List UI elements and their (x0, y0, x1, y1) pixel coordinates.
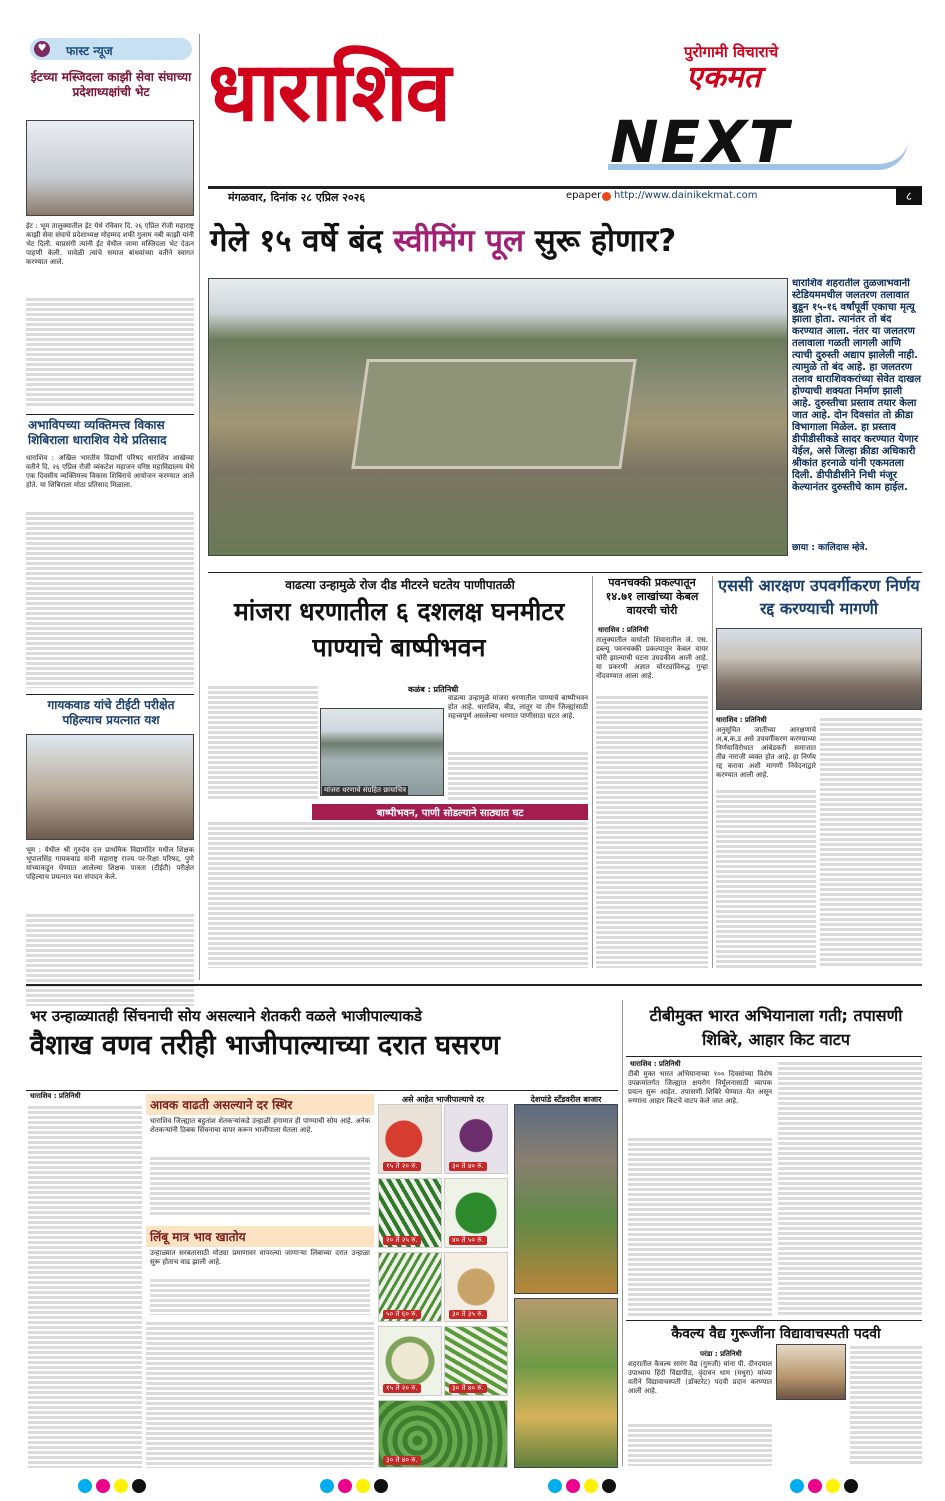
column-rule (622, 1000, 623, 1466)
veg-box2-body: उन्हाळ्यात सरबतासाठी मोठ्या प्रमाणावर वापरल्या जाणाऱ्या लिंबाच्या दरात उन्हाळा सुरू होताच वाढ झाली आहे. (150, 1249, 370, 1266)
market-title: देशपांडे स्टँडवरील बाजार (530, 1095, 602, 1104)
sidebar-story1-photo (26, 120, 194, 216)
column-rule (712, 576, 713, 968)
sc-photo (716, 628, 922, 710)
manjara-col1-lines (208, 684, 318, 800)
tb-col1-continued (628, 1136, 772, 1316)
veg-prices-title: असे आहेत भाजीपाल्याचे दर (401, 1095, 485, 1104)
tb-byline: धाराशिव : प्रतिनिधी (630, 1060, 681, 1068)
dateline-rule (208, 186, 922, 189)
globe-icon (602, 192, 611, 201)
sidebar-story2-body: धाराशिव : अखिल भारतीय विद्यार्थी परिषद धाराशिव शाखेच्या वतीने दि. २६ एप्रिल रोजी व्यंकटेश महाजन वरिष्ठ महाविद्यालय येथे एक दिवसीय व्यक्तिमत्त्व विकास शिबिराचे आयोजन करण्यात आले होते. या शिबिराला मोठा प्रतिसाद मिळाला. (26, 454, 194, 489)
market-photo-top (514, 1104, 618, 1294)
heart-icon: ♥ (34, 41, 50, 57)
manjara-kicker: वाढत्या उन्हामुळे रोज दीड मीटरने घटतेय पाणीपातळी (285, 578, 515, 592)
sidebar-story1-continued (26, 296, 194, 408)
veg-item-potato (444, 1252, 508, 1322)
pawan-continued (596, 694, 708, 968)
reg-black (602, 1479, 616, 1493)
reg-black (844, 1479, 858, 1493)
reg-magenta (566, 1479, 580, 1493)
divider (626, 1320, 922, 1321)
divider (26, 1090, 618, 1091)
sc-headline: एससी आरक्षण उपवर्गीकरण निर्णय रद्द करण्याची मागणी (718, 576, 920, 618)
sc-continued (716, 788, 816, 968)
kaivalya-headline: कैवल्य वैद्य गुरूजींना विद्यावाचस्पती पदवी (671, 1326, 881, 1342)
reg-yellow (584, 1479, 598, 1493)
veg-item-beans (378, 1252, 442, 1322)
reg-yellow (356, 1479, 370, 1493)
veg-byline: धाराशिव : प्रतिनिधी (30, 1092, 81, 1100)
kaivalya-body: शहरातील कैवल्य सारंग वैद्य (गुरुजी) यांना पी. दीनदयाल उपाध्याय हिंदी विद्यापीठ, वृंदावन धाम (मथुरा) यांच्या वतीने विद्यावाचस्पती (डॉक्टरेट) पदवी प्रदान करण्यात आली आहे. (628, 1360, 772, 1395)
manjara-headline: मांजरा धरणातील ६ दशलक्ष घनमीटर पाण्याचे बाष्पीभवन (233, 597, 565, 662)
brand-tagline: पुरोगामी विचाराचे (684, 43, 779, 61)
column-rule (199, 34, 200, 980)
veg-kicker: भर उन्हाळ्यातही सिंचनाची सोय असल्याने शेतकरी वळले भाजीपाल्याकडे (30, 1007, 422, 1025)
price-tag: ५० ते ६० रु. (383, 1310, 421, 1319)
sidebar-story2-continued (26, 510, 194, 688)
column-rule (592, 576, 593, 968)
pool-water (351, 359, 636, 469)
reg-cyan (790, 1479, 804, 1493)
next-logo-swoosh (608, 108, 908, 176)
pawan-body: तालुक्यातील वाघोली शिवारातील जे. एस. डब्ल्यू पवनचक्की प्रकल्पातून केबल वायर चोरी झाल्याची घटना उघडकीस आली आहे. या प्रकरणी अज्ञात चोरट्यांविरुद्ध गुन्हा नोंदवण्यात आला आहे. (596, 636, 708, 680)
reg-black (374, 1479, 388, 1493)
kaivalya-col2 (850, 1344, 922, 1466)
sidebar-story3-body: भूम : येथील श्री गुरुदेव दत्त प्राथमिक विद्यामंदिर मधील शिक्षक भूपालसिंह गायकवाड यांनी महाराष्ट्र राज्य पर-रिक्षा परिषद, पुणे यांच्याकडून घेण्यात आलेल्या शिक्षक पात्रता (टीईटी) परीक्षेत पहिल्याच प्रयत्नात यश संपादन केले. (26, 846, 194, 881)
next-logo (602, 110, 920, 174)
sc-col2 (820, 716, 922, 968)
price-tag: १५ ते २० रु. (383, 1384, 421, 1393)
veg-box1 (146, 1094, 374, 1222)
reg-yellow (114, 1479, 128, 1493)
sidebar-story3-continued (26, 912, 194, 1006)
veg-col1 (28, 1104, 142, 1468)
registration-marks (0, 1476, 945, 1496)
sidebar-story1-body: ईट : भूम तालुक्यातील ईट येथे रविवार दि. २६ एप्रिल रोजी महाराष्ट्र काझी सेवा संघाचे प्रदेशाध्यक्ष मोहम्मद शफी गुलाम नबी काझी यांनी भेट दिली. याप्रसंगी त्यांनी ईट येथील जामा मस्जिदला भेट देऊन पाहणी केली. यावेळी त्यांचे समाज बांधवांच्या वतीने स्वागत करण्यात आले. (26, 222, 194, 266)
manjara-photo-caption: मांजरा धरणाचे संग्रहित छायाचित्र (324, 786, 406, 794)
veg-lower-text (146, 1320, 374, 1468)
manjara-col1 (208, 684, 318, 800)
sidebar-story3-headline: गायकवाड यांचे टीईटी परीक्षेत पहिल्याच प्रयत्नात यश (47, 698, 175, 727)
pawan-byline: धाराशिव : प्रतिनिधी (598, 626, 649, 634)
veg-item-capsicum (444, 1178, 508, 1248)
reg-magenta (338, 1479, 352, 1493)
lead-side-text: धाराशिव शहरातील तुळजाभवानी स्टेडियममधील जलतरण तलावात बुडून १५-१६ वर्षांपूर्वी एकाचा मृत्यू झाला होता. त्यानंतर तो बंद करण्यात आला. नंतर या जलतरण तलावाला गळती लागली आणि त्याची दुरुस्ती अद्याप झालेली नाही. त्यामुळे तो बंद आहे. हा जलतरण तलाव धाराशिवकरांच्या सेवेत दाखल होण्याची शक्यता निर्माण झाली आहे. दुरुस्तीचा प्रस्ताव तयार केला जात आहे. दोन दिवसांत तो क्रीडा विभागाला मिळेल. हा प्रस्ताव डीपीडीसीकडे सादर करण्यात येणार येईल, असे जिल्हा क्रीडा अधिकारी श्रीकांत हरनाळे यांनी एकमतला दिली. डीपीडीसीने निधी मंजूर केल्यानंतर दुरुस्तीचे काम हाईल. (792, 278, 922, 493)
tb-body: टीबी मुक्त भारत अभियानाच्या १०० दिवसांच्या विशेष उपक्रमांतर्गत जिल्ह्यात क्षयरोग निर्मूलनासाठी व्यापक प्रयत्न सुरू आहेत. तपासणी शिबिरे घेण्यात येत असून रुग्णांना आहार किटचे वाटप केले जात आहे. (628, 1070, 772, 1105)
price-tag: १५ ते २० रु. (383, 1162, 421, 1171)
manjara-dam-photo (320, 708, 444, 796)
price-tag: ३० ते ४० रु. (449, 1384, 487, 1393)
price-tag: ३० ते ३५ रु. (449, 1310, 487, 1319)
market-photo-bottom (514, 1298, 618, 1468)
divider (26, 984, 922, 986)
tb-col2 (778, 1060, 922, 1316)
pawan-headline: पवनचक्की प्रकल्पातून १४.७१ लाखांच्या केबल वायरची चोरी (605, 576, 699, 617)
reg-black (132, 1479, 146, 1493)
lead-headline-highlight: स्वीमिंग पूल (393, 223, 524, 259)
veg-item-brinjal (444, 1104, 508, 1174)
lead-headline (210, 218, 922, 264)
price-tag: २० ते २५ रु. (383, 1236, 421, 1245)
epaper-label: epaper (566, 190, 602, 201)
masthead-title: धाराशिव (208, 44, 450, 140)
kaivalya-continued (628, 1422, 772, 1466)
veg-item-tomato (378, 1104, 442, 1174)
manjara-body: वाढत्या उन्हामुळे मांजरा धरणातील पाण्याचे बाष्पीभवन होत आहे. धाराशिव, बीड, लातूर या तीन जिल्ह्यांसाठी महत्त्वपूर्ण असलेल्या धरणात पाणीसाठा घटत आहे. (448, 694, 588, 720)
price-tag: ३० ते ४० रु. (383, 1456, 421, 1465)
divider (626, 1056, 922, 1057)
dateline: मंगळवार, दिनांक २८ एप्रिल २०२६ (228, 191, 366, 204)
veg-box1-body: धाराशिव जिल्ह्यात बहुतांश शेतकऱ्यांकडे उन्हाळी हंगामात ही पाण्याची सोय आहे. अनेक शेतकऱ्यांनी ठिबक सिंचनाचा वापर करून भाजीपाला घेतला आहे. (150, 1117, 370, 1134)
tb-headline: टीबीमुक्त भारत अभियानाला गती; तपासणी शिबिरे, आहार किट वाटप (649, 1006, 903, 1049)
website-url[interactable]: http://www.dainikekmat.com (614, 190, 758, 201)
divider (26, 414, 194, 415)
fast-news-tag (30, 38, 192, 60)
veg-box1-title: आवक वाढती असल्याने दर स्थिर (146, 1094, 374, 1115)
manjara-body-continued (448, 750, 588, 800)
price-tag: ४० ते ५० रु. (449, 1236, 487, 1245)
lead-photo-credit: छाया : कालिदास म्हेत्रे. (792, 543, 868, 553)
veg-item-leafy (378, 1400, 508, 1468)
manjara-subheading: बाष्पीभवन, पाणी सोडल्याने साठ्यात घट (312, 804, 588, 820)
veg-price-grid (378, 1104, 510, 1468)
next-logo-text: NEXT (610, 108, 791, 176)
lead-headline-pre: गेले १५ वर्षे बंद (210, 223, 383, 259)
sidebar-story1-headline: ईटच्या मस्जिदला काझी सेवा संघाच्या प्रदेशाध्यक्षांची भेट (30, 70, 192, 99)
fast-news-label: फास्ट न्यूज (66, 44, 113, 58)
veg-box2 (146, 1226, 374, 1316)
reg-magenta (96, 1479, 110, 1493)
reg-magenta (808, 1479, 822, 1493)
veg-headline: वैशाख वणव तरीही भाजीपाल्याच्या दरात घसरण (30, 1030, 500, 1061)
sc-body: अनुसूचित जातींच्या आरक्षणाचे अ,ब,क,ड असे उपवर्गीकरण करण्याच्या निर्णयाविरोधात आंबेडकरी समाजात तीव्र नाराजी व्यक्त होत आहे. हा निर्णय रद्द करावा अशी मागणी निवेदनाद्वारे करण्यात आली आहे. (716, 726, 816, 779)
manjara-lower-text (208, 820, 588, 968)
veg-item-chilli (378, 1178, 442, 1248)
reg-cyan (320, 1479, 334, 1493)
divider (208, 572, 922, 573)
reg-cyan (78, 1479, 92, 1493)
veg-item-cauliflower (378, 1326, 442, 1396)
reg-cyan (548, 1479, 562, 1493)
divider (26, 694, 194, 695)
swimming-pool-photo (208, 278, 788, 556)
sidebar-story3-photo (26, 734, 194, 840)
lead-headline-post: सुरू होणार? (534, 223, 677, 259)
sidebar-story2-headline: अभाविपच्या व्यक्तिमत्त्व विकास शिबिराला धाराशिव येथे प्रतिसाद (28, 418, 167, 447)
sc-byline: धाराशिव : प्रतिनिधी (716, 716, 767, 724)
price-tag: ३० ते ४० रु. (449, 1162, 487, 1171)
veg-item-okra (444, 1326, 508, 1396)
veg-box1-continued (150, 1155, 370, 1217)
kaivalya-byline: परंडा : प्रतिनिधी (700, 1350, 742, 1358)
reg-yellow (826, 1479, 840, 1493)
veg-box2-continued (150, 1277, 370, 1315)
page-number: ८ (896, 187, 922, 205)
kaivalya-photo (776, 1344, 846, 1400)
veg-box2-title: लिंबू मात्र भाव खातोय (146, 1226, 374, 1247)
brand-name: एकमत (686, 60, 761, 95)
manjara-byline: कळंब : प्रतिनिधी (408, 685, 459, 694)
